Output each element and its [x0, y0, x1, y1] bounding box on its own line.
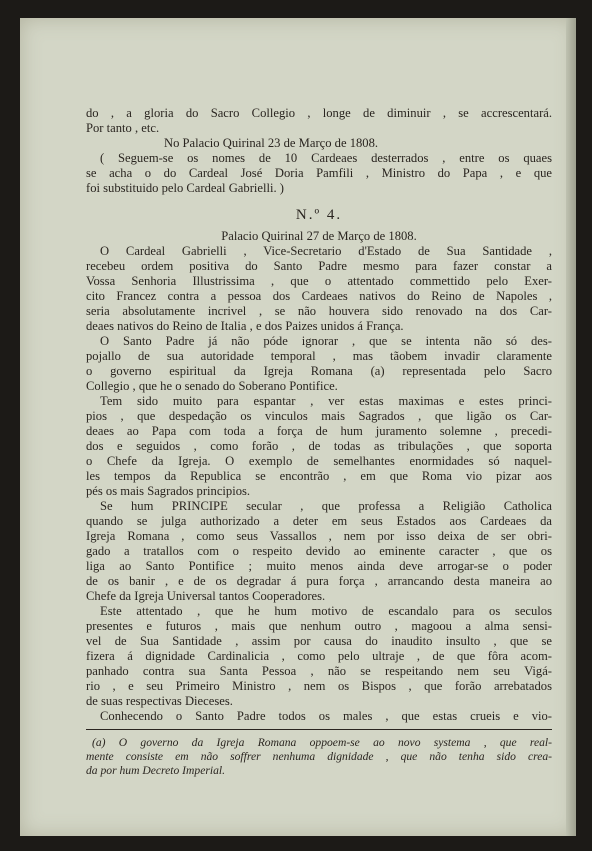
text-line: Se hum PRINCIPE secular , que professa a Religião Catholica — [100, 499, 552, 513]
text-line: panhado contra sua Santa Pessoa , não se respeitando nem seu Vigá- — [86, 664, 552, 678]
text-line: de os banir , e de os degradar á pura força , arrancando desta maneira ao — [86, 574, 552, 588]
text-line: o Chefe da Igreja. O exemplo de semelhantes enormidades só naquel- — [86, 454, 552, 468]
text-line: se acha o do Cardeal José Doria Pamfili , Ministro do Papa , e que — [86, 166, 552, 180]
text-line: gado a tratallos com o respeito devido ao eminente caracter , que os — [86, 544, 552, 558]
text-line: seria absolutamente incrivel , se não houvera sido renovado na dos Car- — [86, 304, 552, 318]
text-line: do , a gloria do Sacro Collegio , longe de diminuir , se accrescentará. — [86, 106, 552, 120]
text-line: recebeu ordem positiva do Santo Padre mesmo para fazer constar a — [86, 259, 552, 273]
text-line: foi substituido pelo Cardeal Gabrielli. ) — [86, 181, 284, 195]
text-line: ( Seguem-se os nomes de 10 Cardeaes desterrados , entre os quaes — [100, 151, 552, 165]
text-line: Chefe da Igreja Universal tantos Cooperadores. — [86, 589, 326, 603]
text-line: N.º 4. — [295, 207, 343, 223]
text-line: pés os mais Sagrados principios. — [86, 484, 251, 498]
text-line: les tempos da Republica se encontrão , em que Roma vio pizar aos — [86, 469, 552, 483]
footnote — [86, 736, 552, 778]
page-body — [86, 106, 552, 778]
text-line: o governo espiritual da Igreja Romana (a) representada pelo Sacro — [86, 364, 552, 378]
footnote-rule — [86, 729, 552, 730]
text-line: pios , que despedação os vinculos mais Sagrados , que ligão os Car- — [86, 409, 552, 423]
footnote-line: da por hum Decreto Imperial. — [86, 764, 225, 777]
text-line: quando se julga authorizado a deter em seus Estados aos Cardeaes da — [86, 514, 552, 528]
scanned-page — [20, 18, 576, 836]
text-line: de suas respectivas Dieceses. — [86, 694, 233, 708]
text-line: Vossa Senhoria Illustrissima , que o attentado commettido pelo Exer- — [86, 274, 552, 288]
text-line: Este attentado , que he hum motivo de escandalo para os seculos — [100, 604, 552, 618]
text-line: Conhecendo o Santo Padre todos os males , que estas crueis e vio- — [100, 709, 552, 723]
text-line: deaes ao Papa com toda a força de hum juramento solemne , precedi- — [86, 424, 552, 438]
text-line: Tem sido muito para espantar , ver estas maximas e estes princi- — [100, 394, 552, 408]
text-line: pojallo de sua autoridade temporal , mas tãobem invadir claramente — [86, 349, 552, 363]
text-line: liga ao Santo Pontifice ; muito menos ainda deve arrogar-se o poder — [86, 559, 552, 573]
text-line: rio , e seu Primeiro Ministro , nem os Bispos , que forão arrebatados — [86, 679, 552, 693]
text-line: O Cardeal Gabrielli , Vice-Secretario d'Estado de Sua Santidade , — [100, 244, 552, 258]
text-line: presentes e futuros , mais que nenhum outro , magoou a alma sensi- — [86, 619, 552, 633]
text-line: cito Francez contra a pessoa dos Cardeaes nativos do Reino de Napoles , — [86, 289, 552, 303]
text-line: deaes nativos do Reino de Italia , e dos Paizes unidos á França. — [86, 319, 404, 333]
text-line: O Santo Padre já não póde ignorar , que se intenta não só des- — [100, 334, 552, 348]
body-text — [86, 106, 552, 724]
page-edge — [566, 18, 576, 836]
footnote-line: (a) O governo da Igreja Romana oppoem-se ao novo systema , que real- — [92, 736, 552, 749]
text-line: fizera á dignidade Cardinalicia , como pelo ultraje , de que fôra acom- — [86, 649, 552, 663]
text-line: dos e seguidos , como forão , de todas as tribulações , que soporta — [86, 439, 552, 453]
text-line: Palacio Quirinal 27 de Março de 1808. — [221, 229, 417, 243]
text-line: Collegio , que he o senado do Soberano Pontifice. — [86, 379, 338, 393]
text-line: vel de Sua Santidade , assim por causa do inaudito insulto , que se — [86, 634, 552, 648]
text-line: No Palacio Quirinal 23 de Março de 1808. — [164, 136, 379, 150]
footnote-line: mente consiste em não soffrer nenhuma dignidade , que não tenha sido crea- — [86, 750, 552, 763]
text-line: Por tanto , etc. — [86, 121, 160, 135]
text-line: Igreja Romana , como seus Vassallos , nem por isso deixa de ser obri- — [86, 529, 552, 543]
